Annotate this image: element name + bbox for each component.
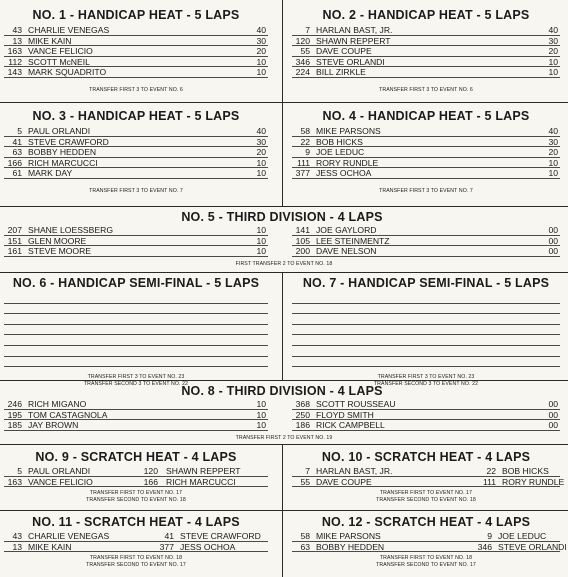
points: 40 <box>256 126 266 136</box>
car-number: 22 <box>486 466 496 476</box>
driver-name: JOE LEDUC <box>498 531 547 541</box>
entry-row <box>4 57 268 68</box>
car-number: 5 <box>17 466 22 476</box>
entry-row <box>4 531 268 542</box>
transfer-note: TRANSFER SECOND 3 TO EVENT NO. 22 <box>373 381 479 388</box>
driver-name: HARLAN BAST, JR. <box>316 466 393 476</box>
driver-name: RORY RUNDLE <box>502 476 565 487</box>
entry-row <box>4 542 268 553</box>
entry-row <box>292 168 560 179</box>
divider <box>0 444 568 445</box>
entry-row <box>292 25 560 36</box>
entry-row <box>4 46 268 57</box>
car-number: 7 <box>305 25 310 35</box>
driver-name: STEVE MOORE <box>28 246 92 257</box>
blank-entry-line <box>4 335 268 346</box>
points: 00 <box>548 399 558 409</box>
event-7 <box>292 276 560 388</box>
driver-name: MARK DAY <box>28 168 73 179</box>
entry-row <box>4 67 268 78</box>
car-number: 120 <box>143 466 158 476</box>
car-number: 200 <box>295 246 310 257</box>
car-number: 143 <box>7 67 22 78</box>
blank-entry-line <box>4 357 268 368</box>
points: 10 <box>256 56 266 67</box>
transfer-note: TRANSFER FIRST 3 TO EVENT NO. 7 <box>379 187 473 194</box>
blank-entry-line <box>292 293 560 304</box>
event-4 <box>292 109 560 195</box>
driver-name: SHANE LOESSBERG <box>28 225 114 235</box>
event-title: NO. 8 - THIRD DIVISION - 4 LAPS <box>181 384 383 398</box>
car-number: 163 <box>7 476 22 487</box>
transfer-note: TRANSFER FIRST TO EVENT NO. 18 <box>89 555 183 562</box>
car-number: 105 <box>295 235 310 246</box>
car-number: 377 <box>159 541 174 552</box>
car-number: 161 <box>7 246 22 257</box>
driver-name: STEVE ORLANDI <box>498 541 567 552</box>
car-number: 346 <box>295 56 310 67</box>
transfer-note: FIRST TRANSFER 2 TO EVENT NO. 18 <box>235 261 333 267</box>
driver-name: JOE GAYLORD <box>316 225 377 235</box>
points: 30 <box>548 136 558 147</box>
points: 30 <box>548 35 558 46</box>
driver-name: BILL ZIRKLE <box>316 67 366 78</box>
blank-entry-line <box>292 314 560 325</box>
points: 10 <box>548 56 558 67</box>
car-number: 22 <box>300 136 310 147</box>
car-number: 185 <box>7 420 22 431</box>
driver-name: RICH MARCUCCI <box>166 476 236 487</box>
points: 00 <box>548 225 558 235</box>
driver-name: MIKE KAIN <box>28 35 72 46</box>
points: 00 <box>548 235 558 246</box>
event-title: NO. 4 - HANDICAP HEAT - 5 LAPS <box>322 109 530 123</box>
entry-row <box>292 399 560 410</box>
blank-entry-line <box>4 314 268 325</box>
event-title: NO. 10 - SCRATCH HEAT - 4 LAPS <box>321 450 531 464</box>
driver-name: BOB HICKS <box>316 136 363 147</box>
points: 00 <box>548 409 558 420</box>
car-number: 5 <box>17 126 22 136</box>
driver-name: JAY BROWN <box>28 420 79 431</box>
entry-row <box>292 236 560 247</box>
transfer-note: TRANSFER FIRST 3 TO EVENT NO. 7 <box>89 187 183 194</box>
event-3 <box>4 109 268 195</box>
car-number: 166 <box>7 157 22 168</box>
car-number: 112 <box>8 56 22 67</box>
points: 40 <box>548 126 558 136</box>
driver-name: BOBBY HEDDEN <box>316 541 385 552</box>
event-9 <box>4 450 268 504</box>
event-title: NO. 7 - HANDICAP SEMI-FINAL - 5 LAPS <box>302 276 550 290</box>
event-6 <box>4 276 268 388</box>
car-number: 246 <box>7 399 22 409</box>
entry-row <box>292 67 560 78</box>
event-5 <box>4 210 560 226</box>
event-title: NO. 5 - THIRD DIVISION - 4 LAPS <box>181 210 383 224</box>
car-number: 186 <box>295 420 310 431</box>
driver-name: JESS OCHOA <box>180 541 236 552</box>
driver-name: RICH MARCUCCI <box>28 157 98 168</box>
entry-row <box>292 126 560 137</box>
points: 10 <box>256 235 266 246</box>
driver-name: STEVE ORLANDI <box>316 56 385 67</box>
transfer-note: TRANSFER SECOND 3 TO EVENT NO. 22 <box>83 381 189 388</box>
driver-name: BOBBY HEDDEN <box>28 147 97 158</box>
entry-row <box>4 126 268 137</box>
entry-row <box>292 466 560 477</box>
driver-name: DAVE COUPE <box>316 46 372 57</box>
entry-row <box>292 147 560 158</box>
divider <box>282 0 283 206</box>
car-number: 58 <box>300 531 310 541</box>
driver-name: CHARLIE VENEGAS <box>28 531 110 541</box>
driver-name: SCOTT McNEIL <box>28 56 90 67</box>
driver-name: JOE LEDUC <box>316 147 365 158</box>
event-2 <box>292 8 560 94</box>
driver-name: VANCE FELICIO <box>28 476 93 487</box>
blank-entry-line <box>4 293 268 304</box>
divider <box>0 102 568 103</box>
event-title: NO. 9 - SCRATCH HEAT - 4 LAPS <box>35 450 237 464</box>
entry-row <box>292 46 560 57</box>
event-8-left <box>4 399 268 431</box>
driver-name: MIKE PARSONS <box>316 531 381 541</box>
blank-entry-line <box>292 335 560 346</box>
car-number: 195 <box>7 409 22 420</box>
driver-name: HARLAN BAST, JR. <box>316 25 393 35</box>
points: 10 <box>256 157 266 168</box>
points: 10 <box>548 168 558 179</box>
car-number: 346 <box>477 541 492 552</box>
driver-name: TOM CASTAGNOLA <box>28 409 108 420</box>
entry-row <box>4 246 268 257</box>
driver-name: DAVE COUPE <box>316 476 372 487</box>
driver-name: PAUL ORLANDI <box>28 466 91 476</box>
driver-name: MARK SQUADRITO <box>28 67 107 78</box>
event-title: NO. 6 - HANDICAP SEMI-FINAL - 5 LAPS <box>12 276 260 290</box>
car-number: 13 <box>12 541 22 552</box>
car-number: 166 <box>143 476 158 487</box>
entry-row <box>292 541 567 553</box>
points: 10 <box>256 225 266 235</box>
entry-row <box>292 410 560 421</box>
entry-row <box>4 168 268 179</box>
transfer-note: TRANSFER SECOND TO EVENT NO. 18 <box>376 497 476 504</box>
divider <box>0 272 568 273</box>
event-title: NO. 1 - HANDICAP HEAT - 5 LAPS <box>32 8 240 22</box>
entry-row <box>4 420 268 431</box>
event-title: NO. 3 - HANDICAP HEAT - 5 LAPS <box>32 109 240 123</box>
car-number: 111 <box>296 157 310 168</box>
transfer-note: TRANSFER FIRST TO EVENT NO. 17 <box>379 490 473 497</box>
divider <box>0 510 568 511</box>
entry-row <box>4 25 268 36</box>
car-number: 63 <box>300 541 310 552</box>
driver-name: JESS OCHOA <box>316 168 372 179</box>
driver-name: MIKE KAIN <box>28 541 72 552</box>
driver-name: GLEN MOORE <box>28 235 87 246</box>
car-number: 13 <box>12 35 22 46</box>
entry-row <box>292 225 560 236</box>
points: 00 <box>548 420 558 431</box>
car-number: 377 <box>295 168 310 179</box>
points: 10 <box>256 409 266 420</box>
points: 20 <box>548 46 558 57</box>
car-number: 163 <box>7 46 22 57</box>
event-5-left <box>4 225 268 257</box>
transfer-note: TRANSFER SECOND TO EVENT NO. 17 <box>376 562 476 569</box>
entry-row <box>292 420 560 431</box>
points: 20 <box>548 147 558 158</box>
transfer-note: TRANSFER FIRST 3 TO EVENT NO. 6 <box>379 86 473 93</box>
driver-name: SHAWN REPPERT <box>316 35 391 46</box>
car-number: 224 <box>295 67 310 78</box>
entry-row <box>4 236 268 247</box>
entry-row <box>292 246 560 257</box>
entry-row <box>4 158 268 169</box>
entry-row <box>4 147 268 158</box>
car-number: 43 <box>12 531 22 541</box>
car-number: 151 <box>7 235 22 246</box>
entry-row <box>292 531 560 542</box>
car-number: 250 <box>295 409 310 420</box>
event-title: NO. 12 - SCRATCH HEAT - 4 LAPS <box>321 515 531 529</box>
driver-name: SCOTT ROUSSEAU <box>316 399 396 409</box>
entry-row <box>292 158 560 169</box>
points: 30 <box>256 136 266 147</box>
transfer-note: TRANSFER FIRST TO EVENT NO. 17 <box>89 490 183 497</box>
event-12 <box>292 515 567 569</box>
blank-entry-line <box>292 357 560 368</box>
car-number: 9 <box>487 531 492 541</box>
driver-name: VANCE FELICIO <box>28 46 93 57</box>
car-number: 111 <box>482 476 496 487</box>
driver-name: PAUL ORLANDI <box>28 126 91 136</box>
transfer-note: TRANSFER SECOND TO EVENT NO. 18 <box>86 497 186 504</box>
event-10 <box>292 450 565 504</box>
driver-name: STEVE CRAWFORD <box>180 531 261 541</box>
entry-row <box>4 410 268 421</box>
blank-entry-line <box>292 325 560 336</box>
points: 20 <box>256 147 266 158</box>
points: 10 <box>256 67 266 78</box>
transfer-note: TRANSFER SECOND TO EVENT NO. 17 <box>86 562 186 569</box>
entry-row <box>4 399 268 410</box>
car-number: 58 <box>300 126 310 136</box>
driver-name: SHAWN REPPERT <box>166 466 241 476</box>
points: 10 <box>256 399 266 409</box>
car-number: 61 <box>12 168 22 179</box>
divider <box>282 444 283 577</box>
event-8 <box>4 384 560 398</box>
driver-name: MIKE PARSONS <box>316 126 381 136</box>
points: 10 <box>256 246 266 257</box>
points: 20 <box>256 46 266 57</box>
event-title: NO. 11 - SCRATCH HEAT - 4 LAPS <box>32 515 240 529</box>
points: 40 <box>256 25 266 35</box>
points: 10 <box>256 168 266 179</box>
event-title: NO. 2 - HANDICAP HEAT - 5 LAPS <box>322 8 530 22</box>
points: 40 <box>548 25 558 35</box>
blank-entry-line <box>4 346 268 357</box>
transfer-note: TRANSFER FIRST 3 TO EVENT NO. 23 <box>87 374 185 381</box>
blank-entry-line <box>292 304 560 315</box>
entry-row <box>4 477 268 488</box>
entry-row <box>4 466 268 477</box>
event-8-right <box>292 399 560 431</box>
event-1 <box>4 8 268 94</box>
driver-name: LEE STEINMENTZ <box>316 235 390 246</box>
transfer-note: TRANSFER FIRST TO EVENT NO. 18 <box>379 555 473 562</box>
driver-name: RORY RUNDLE <box>316 157 379 168</box>
points: 10 <box>548 157 558 168</box>
divider <box>0 206 568 207</box>
car-number: 41 <box>12 136 22 147</box>
entry-row <box>4 36 268 47</box>
car-number: 368 <box>295 399 310 409</box>
driver-name: FLOYD SMITH <box>316 409 374 420</box>
blank-entry-line <box>4 325 268 336</box>
points: 10 <box>256 420 266 431</box>
blank-entry-line <box>292 346 560 357</box>
entry-row <box>292 137 560 148</box>
car-number: 63 <box>12 147 22 158</box>
car-number: 207 <box>7 225 22 235</box>
driver-name: DAVE NELSON <box>316 246 377 257</box>
event-5-right <box>292 225 560 257</box>
car-number: 55 <box>300 46 310 57</box>
car-number: 7 <box>305 466 310 476</box>
driver-name: CHARLIE VENEGAS <box>28 25 110 35</box>
points: 30 <box>256 35 266 46</box>
driver-name: RICH MIGANO <box>28 399 87 409</box>
entry-row <box>292 476 565 488</box>
points: 00 <box>548 246 558 257</box>
entry-row <box>4 225 268 236</box>
entry-row <box>4 137 268 148</box>
driver-name: STEVE CRAWFORD <box>28 136 109 147</box>
driver-name: BOB HICKS <box>502 466 549 476</box>
divider <box>282 272 283 380</box>
points: 10 <box>548 67 558 78</box>
car-number: 55 <box>300 476 310 487</box>
car-number: 9 <box>305 147 310 158</box>
transfer-note: TRANSFER FIRST 3 TO EVENT NO. 6 <box>89 86 183 93</box>
blank-entry-line <box>4 304 268 315</box>
transfer-note: TRANSFER FIRST 2 TO EVENT NO. 19 <box>235 435 333 441</box>
entry-row <box>292 57 560 68</box>
car-number: 43 <box>12 25 22 35</box>
car-number: 141 <box>295 225 310 235</box>
event-11 <box>4 515 268 569</box>
car-number: 120 <box>295 35 310 46</box>
car-number: 41 <box>164 531 174 541</box>
transfer-note: TRANSFER FIRST 3 TO EVENT NO. 23 <box>377 374 475 381</box>
driver-name: RICK CAMPBELL <box>316 420 385 431</box>
entry-row <box>292 36 560 47</box>
